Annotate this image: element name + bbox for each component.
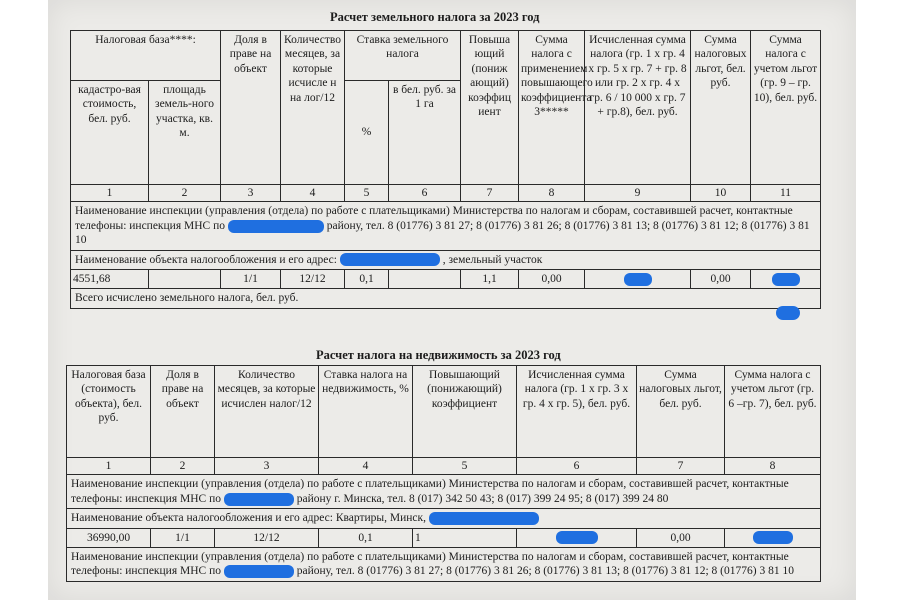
redaction-mark <box>753 531 793 544</box>
col-num: 4 <box>281 185 345 202</box>
header-rate: Ставка налога на недвижимость, % <box>319 366 413 458</box>
header-rate-pct: % <box>345 81 389 185</box>
land-data-row <box>71 269 821 288</box>
property-inspection-info <box>67 475 821 509</box>
cell-calculated <box>585 269 691 288</box>
inspection-text: Наименование инспекции (управления (отдела) по работе с плательщиками) Министерства по налогам и сборам, составившей расчет, контактные телефоны: инспекция МНС по <box>71 550 789 578</box>
header-benefits: Сумма налоговых льгот, бел. руб. <box>691 31 751 185</box>
header-area: площадь земель-ного участка, кв. м. <box>149 81 221 185</box>
property-tax-table <box>66 365 821 582</box>
col-num: 5 <box>413 458 517 475</box>
property-data-row <box>67 528 821 547</box>
col-num: 3 <box>221 185 281 202</box>
total-label: Всего исчислено земельного налога, бел. руб. <box>75 292 299 305</box>
header-sum-raised: Сумма налога с применением повышающего коэффициента 3***** <box>519 31 585 185</box>
object-label: Наименование объекта налогообложения и его адрес: Квартиры, Минск, <box>71 512 427 525</box>
header-share: Доля в праве на объект <box>221 31 281 185</box>
cell-share: 1/1 <box>221 269 281 288</box>
col-num: 1 <box>71 185 149 202</box>
col-num: 11 <box>751 185 821 202</box>
inspection-text: Наименование инспекции (управления (отдела) по работе с плательщиками) Министерства по налогам и сборам, составившей расчет, контактные телефоны: инспекция МНС по <box>71 478 789 505</box>
header-tax-base: Налоговая база****: <box>71 31 221 81</box>
col-num: 6 <box>517 458 637 475</box>
redaction-mark <box>340 253 440 266</box>
col-num: 8 <box>519 185 585 202</box>
land-total-row <box>71 289 821 308</box>
cell-months: 12/12 <box>281 269 345 288</box>
header-cadastral: кадастро-вая стоимость, бел. руб. <box>71 81 149 185</box>
redaction-mark <box>772 273 800 286</box>
header-benefits: Сумма налоговых льгот, бел. руб. <box>637 366 725 458</box>
object-tail: , земельный участок <box>442 253 543 266</box>
header-months: Количество месяцев, за которые исчислен налог/12 <box>215 366 319 458</box>
col-num: 9 <box>585 185 691 202</box>
property-tax-title: Расчет налога на недвижимость за 2023 год <box>316 348 561 362</box>
col-num: 2 <box>149 185 221 202</box>
cell-sum-raised: 0,00 <box>519 269 585 288</box>
header-with-benefits: Сумма налога с учетом льгот (гр. 9 – гр. 10), бел. руб. <box>751 31 821 185</box>
cell-with-benefits <box>751 269 821 288</box>
cell-with-benefits <box>725 528 821 547</box>
col-num: 1 <box>67 458 151 475</box>
redaction-mark <box>224 565 294 578</box>
inspection-tail: району г. Минска, тел. 8 (017) 342 50 43; 8 (017) 399 24 95; 8 (017) 399 24 80 <box>296 492 669 505</box>
cell-rate-pct: 0,1 <box>345 269 389 288</box>
col-num: 10 <box>691 185 751 202</box>
land-tax-table <box>70 30 821 309</box>
cell-area <box>149 269 221 288</box>
inspection-tail: району, тел. 8 (01776) 3 81 27; 8 (01776) 3 81 26; 8 (01776) 3 81 13; 8 (01776) 3 81 12; 8 (01776) 3 81 10 <box>296 565 794 578</box>
redaction-mark <box>224 493 294 506</box>
redaction-mark <box>556 531 598 544</box>
cell-cadastral: 4551,68 <box>71 269 149 288</box>
cell-calculated <box>517 528 637 547</box>
cell-coef: 1,1 <box>461 269 519 288</box>
redaction-mark <box>429 512 539 525</box>
column-numbers-row <box>67 458 821 475</box>
cell-share: 1/1 <box>151 528 215 547</box>
header-with-benefits: Сумма налога с учетом льгот (гр. 6 –гр. 7), бел. руб. <box>725 366 821 458</box>
redaction-mark <box>624 273 652 286</box>
cell-benefits: 0,00 <box>637 528 725 547</box>
col-num: 3 <box>215 458 319 475</box>
header-rate: Ставка земельного налога <box>345 31 461 81</box>
property-inspection-info-2 <box>67 547 821 581</box>
cell-rate: 0,1 <box>319 528 413 547</box>
tax-notice-page <box>48 0 856 600</box>
land-tax-title: Расчет земельного налога за 2023 год <box>330 10 540 24</box>
header-calculated: Исчисленная сумма налога (гр. 1 х гр. 3 х гр. 4 х гр. 5), бел. руб. <box>517 366 637 458</box>
object-label: Наименование объекта налогообложения и его адрес: <box>75 253 337 266</box>
cell-coef: 1 <box>413 528 517 547</box>
redaction-mark <box>776 306 800 320</box>
col-num: 5 <box>345 185 389 202</box>
col-num: 6 <box>389 185 461 202</box>
column-numbers-row <box>71 185 821 202</box>
header-base: Налоговая база (стоимость объекта), бел. руб. <box>67 366 151 458</box>
col-num: 7 <box>461 185 519 202</box>
cell-benefits: 0,00 <box>691 269 751 288</box>
header-months: Количество месяцев, за которые исчисле н на лог/12 <box>281 31 345 185</box>
col-num: 7 <box>637 458 725 475</box>
header-calculated: Исчисленная сумма налога (гр. 1 х гр. 4 х гр. 5 х гр. 7 + гр. 8 или гр. 2 х гр. 4 х гр. 6 / 10 000 х гр. 7 + гр.8), бел. руб. <box>585 31 691 185</box>
cell-base: 36990,00 <box>67 528 151 547</box>
land-inspection-info <box>71 202 821 250</box>
header-coef: Повышающий (понижающий) коэффициент <box>413 366 517 458</box>
property-object-name <box>67 509 821 528</box>
col-num: 2 <box>151 458 215 475</box>
header-coef: Повыша ющий (пониж ающий) коэффиц иент <box>461 31 519 185</box>
land-object-name <box>71 250 821 269</box>
redaction-mark <box>228 220 324 233</box>
inspection-tail: району, тел. 8 (01776) 3 81 27; 8 (01776) 3 81 26; 8 (01776) 3 81 13; 8 (01776) 3 81 12; 8 (01776) 3 81 10 <box>75 219 810 247</box>
header-rate-byn: в бел. руб. за 1 га <box>389 81 461 185</box>
cell-months: 12/12 <box>215 528 319 547</box>
cell-rate-byn <box>389 269 461 288</box>
col-num: 8 <box>725 458 821 475</box>
col-num: 4 <box>319 458 413 475</box>
inspection-text: Наименование инспекции (управления (отдела) по работе с плательщиками) Министерства по налогам и сборам, составившей расчет, контактные телефоны: инспекция МНС по <box>75 205 793 232</box>
header-share: Доля в праве на объект <box>151 366 215 458</box>
